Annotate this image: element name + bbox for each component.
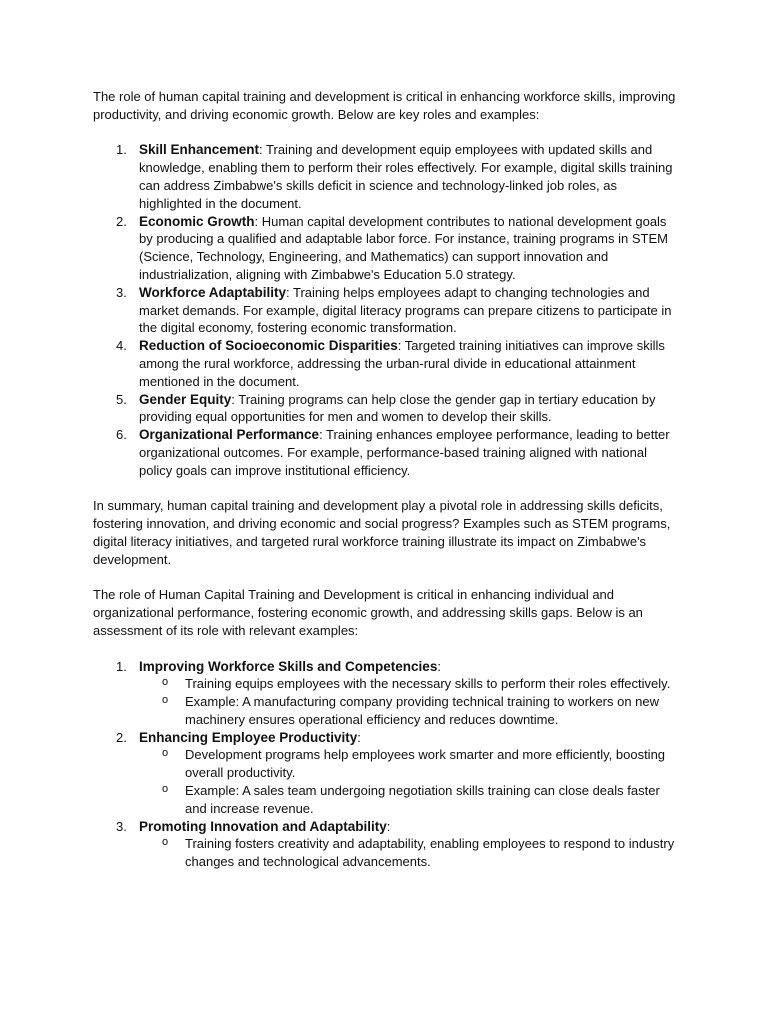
sub-list [139, 835, 683, 871]
bullet-icon: o [162, 747, 169, 760]
list-term: Enhancing Employee Productivity [139, 729, 358, 745]
list-item [93, 818, 683, 871]
list-number: 3. [116, 284, 127, 300]
list-term: Promoting Innovation and Adaptability [139, 818, 387, 834]
list-term: Reduction of Socioeconomic Disparities [139, 338, 398, 354]
list-item [93, 213, 683, 284]
sub-list [139, 746, 683, 817]
bullet-icon: o [162, 836, 169, 849]
list-item [93, 337, 683, 390]
sub-list-item [139, 835, 683, 871]
list-item [93, 729, 683, 818]
list-term: Economic Growth [139, 213, 255, 229]
sub-list-text: Development programs help employees work smarter and more efficiently, boosting overall productivity. [185, 747, 666, 781]
list-colon: : [437, 658, 441, 674]
sub-list-item [139, 675, 683, 693]
sub-list-item [139, 746, 683, 782]
list-text: : Training programs can help close the gender gap in tertiary education by providing equal opportunities for men and women to develop their skills. [139, 391, 656, 425]
sub-list-text: Training fosters creativity and adaptability, enabling employees to respond to industry changes and technological advancements. [185, 836, 675, 870]
sub-list-text: Example: A manufacturing company providing technical training to workers on new machinery ensures operational efficiency and reduces downtime. [185, 694, 660, 727]
list-number: 1. [116, 142, 127, 158]
list-text: : Human capital development contributes to national development goals by producing a qualified and adaptable labor force. For instance, training programs in STEM (Science, Technology, Engineering, and Mathematics) can support innovation and industrialization, aligning with Zimbabwe's Education 5.0 strategy. [139, 213, 668, 282]
assessment-list [93, 658, 683, 872]
list-item [93, 391, 683, 427]
list-item [93, 658, 683, 729]
list-term: Gender Equity [139, 391, 232, 407]
list-text: : Training enhances employee performance, leading to better organizational outcomes. For example, performance-based training aligned with national policy goals can improve institutional efficiency. [139, 427, 670, 478]
list-term: Improving Workforce Skills and Competencies [139, 658, 438, 674]
list-item [93, 284, 683, 337]
list-text: : Targeted training initiatives can improve skills among the rural workforce, addressing the urban-rural divide in educational attainment mentioned in the document. [139, 338, 665, 389]
list-number: 2. [116, 729, 127, 745]
list-number: 3. [116, 818, 127, 834]
sub-list-text: Training equips employees with the necessary skills to perform their roles effectively. [185, 676, 671, 692]
list-term: Workforce Adaptability [139, 284, 287, 300]
summary-paragraph: In summary, human capital training and development play a pivotal role in addressing skills deficits, fostering innovation, and driving economic and social progress? Examples such as STEM programs, digital literacy initiatives, and targeted rural workforce training illustrate its impact on Zimbabwe's development. [93, 498, 671, 567]
list-colon: : [386, 818, 391, 834]
list-text: : Training and development equip employees with updated skills and knowledge, enabling them to perform their roles effectively. For example, digital skills training can address Zimbabwe's skills deficit in science and technology-linked job roles, as highlighted in the document. [139, 142, 673, 211]
intro-paragraph: The role of human capital training and development is critical in enhancing workforce skills, improving productivity, and driving economic growth. Below are key roles and examples: [93, 89, 676, 122]
list-number: 1. [116, 658, 127, 674]
list-item [93, 426, 683, 479]
sub-list-text: Example: A sales team undergoing negotiation skills training can close deals faster and increase revenue. [185, 783, 660, 816]
sub-list-item [139, 782, 683, 818]
assessment-intro-paragraph: The role of Human Capital Training and Development is critical in enhancing individual and organizational performance, fostering economic growth, and addressing skills gaps. Below is an assessment of its role with relevant examples: [93, 587, 643, 638]
list-number: 6. [116, 427, 127, 443]
list-number: 5. [116, 391, 127, 407]
sub-list-item [139, 693, 683, 729]
list-number: 4. [116, 338, 127, 354]
list-text: : Training helps employees adapt to changing technologies and market demands. For example, digital literacy programs can prepare citizens to participate in the digital economy, fostering economic transformation. [139, 284, 672, 336]
sub-list [139, 675, 683, 728]
list-colon: : [357, 729, 361, 745]
bullet-icon: o [162, 783, 169, 796]
list-term: Organizational Performance [139, 427, 320, 443]
bullet-icon: o [162, 676, 169, 689]
list-number: 2. [116, 213, 127, 229]
bullet-icon: o [162, 694, 169, 707]
list-item [93, 141, 683, 212]
document-page [93, 88, 683, 871]
list-term: Skill Enhancement [139, 142, 260, 158]
key-roles-list [93, 141, 683, 479]
